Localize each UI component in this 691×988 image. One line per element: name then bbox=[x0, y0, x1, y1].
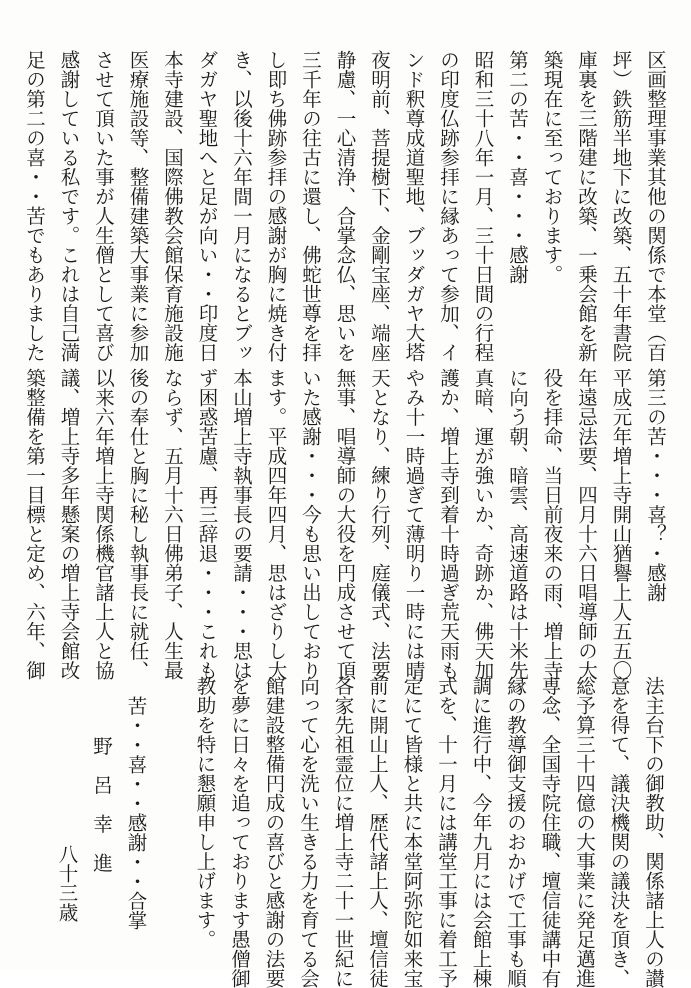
text-column: 天となり、練り行列、庭儀式、法要 bbox=[368, 368, 391, 680]
text-column: させて頂いた事が人生僧として喜び bbox=[92, 50, 115, 362]
text-column: 無事、唱導師の大役を円成させて頂 bbox=[333, 368, 357, 680]
text-column: 静慮、一心清浄、合掌念仏、思いを bbox=[333, 50, 357, 362]
author-age: 八十三歳 bbox=[55, 844, 79, 922]
text-column: 護か、増上寺到着十時過ぎ荒天雨も bbox=[437, 368, 460, 680]
text-column: き、以後十六年間一月になるとブッ bbox=[230, 50, 253, 362]
text-column: ます。平成四年四月、思はざりし大 bbox=[264, 368, 288, 680]
bottom-text-block bbox=[55, 676, 670, 988]
text-column: 平成元年増上寺開山猶譽上人五五〇 bbox=[609, 368, 633, 680]
text-column: 議、増上寺多年懸案の増上寺会館改 bbox=[57, 368, 81, 680]
text-column: 本山増上寺執事長の要請・・・思は bbox=[230, 368, 253, 680]
text-column: 区画整理事業其他の関係で本堂（百 bbox=[644, 50, 667, 362]
spacer-column bbox=[153, 676, 188, 964]
text-column: 坪）鉄筋半地下に改築、五十年書院 bbox=[609, 50, 633, 362]
text-column: に向う朝、暗雲、高速道路は十米先 bbox=[506, 368, 529, 680]
text-column: いた感謝・・・今も思い出しており bbox=[299, 368, 322, 680]
text-column: 真暗、運が強いか、奇跡か、佛天加 bbox=[471, 368, 495, 680]
text-column: ならず、五月十六日佛弟子、人生最 bbox=[161, 368, 184, 680]
text-column: 医療施設等、整備建築大事業に参加 bbox=[126, 50, 150, 362]
text-column: を夢に日々を追っております愚僧御 bbox=[228, 676, 251, 988]
text-column: 向って心を洗い生きる力を育てる会 bbox=[297, 676, 320, 988]
text-column: 本寺建設、国際佛教会館保育施設施 bbox=[161, 50, 184, 362]
text-column: 後の奉仕と胸に秘し執事長に就任、 bbox=[126, 368, 150, 680]
text-column: 意を得て、議決機関の議決を頂き、 bbox=[607, 676, 631, 988]
text-column: 役を拝命、当日前夜来の雨、増上寺 bbox=[540, 368, 564, 680]
text-column: 縁の教導御支援のおかげで工事も順 bbox=[504, 676, 527, 988]
text-column: 調に進行中、今年九月には会館上棟 bbox=[469, 676, 493, 988]
text-column: 感謝している私です。これは自己満 bbox=[57, 50, 81, 362]
text-column: 総予算三十四億の大事業に発足邁進 bbox=[573, 676, 596, 988]
text-column: 教助を特に懇願申し上げます。 bbox=[193, 676, 217, 949]
middle-text-block bbox=[23, 368, 672, 680]
text-column: 夜明前、菩提樹下、金剛宝座、端座 bbox=[368, 50, 391, 362]
text-column: ず困惑苦慮、再三辞退・・・これも bbox=[195, 368, 219, 680]
text-column: 以来六年増上寺関係機官諸上人と協 bbox=[92, 368, 115, 680]
text-column: 築現在に至っております。 bbox=[540, 50, 564, 284]
text-column: 法主台下の御教助、関係諸上人の讃 bbox=[642, 676, 665, 988]
text-column: 庫裏を三階建に改築、一乗会館を新 bbox=[575, 50, 598, 362]
author-name: 野 呂 幸 進 bbox=[90, 736, 113, 873]
closing-phrase: 苦・・喜・・感謝・・合掌 bbox=[124, 696, 148, 930]
section-heading: 第三の苦・・・喜？・感謝 bbox=[644, 368, 667, 602]
text-column: 築整備を第一目標と定め、六年、御 bbox=[23, 368, 46, 680]
text-column: し即ち佛跡参拝の感謝が胸に焼き付 bbox=[264, 50, 288, 362]
text-column: 年遠忌法要、四月十六日唱導師の大 bbox=[575, 368, 598, 680]
text-column: やみ十一時過ぎて薄明り一時には晴 bbox=[402, 368, 426, 680]
text-column: 定にて皆様と共に本堂阿弥陀如来宝 bbox=[400, 676, 424, 988]
text-column: ンド釈尊成道聖地、ブッダガヤ大塔 bbox=[402, 50, 426, 362]
text-column: 三千年の往古に還し、佛蛇世尊を拝 bbox=[299, 50, 322, 362]
top-text-block bbox=[23, 50, 672, 362]
text-column: 館建設整備円成の喜びと感謝の法要 bbox=[262, 676, 286, 988]
text-column: の印度仏跡参拝に縁あって参加、イ bbox=[437, 50, 460, 362]
text-column: 各家先祖霊位に増上寺二十一世紀に bbox=[331, 676, 355, 988]
section-heading: 第二の苦・・喜・・・感謝 bbox=[506, 50, 529, 284]
text-column: 足の第二の喜・・苦でもありました bbox=[23, 50, 46, 362]
text-column: 式を、十一月には講堂工事に着工予 bbox=[435, 676, 458, 988]
text-column: 前に開山上人、歴代諸上人、壇信徒 bbox=[366, 676, 389, 988]
text-column: 昭和三十八年一月、三十日間の行程 bbox=[471, 50, 495, 362]
text-column: 専念、全国寺院住職、壇信徒講中有 bbox=[538, 676, 562, 988]
text-column: ダガヤ聖地へと足が向い・・印度日 bbox=[195, 50, 219, 362]
